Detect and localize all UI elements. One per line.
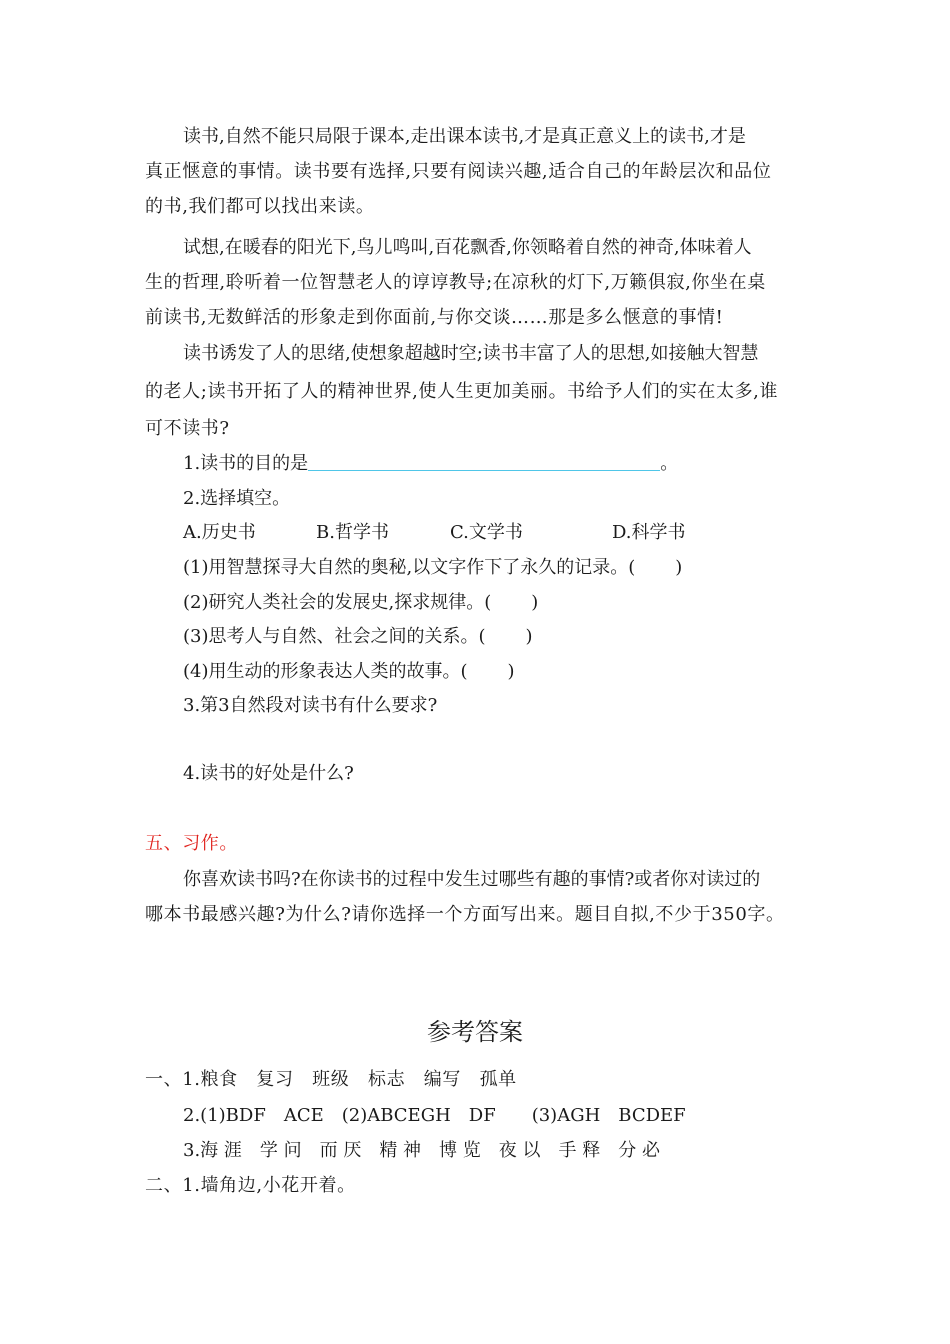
paragraph-3-line-3: 可不读书? bbox=[145, 418, 230, 439]
answer-line-1: 一、1.粮食 复习 班级 标志 编写 孤单 bbox=[145, 1069, 517, 1090]
paragraph-3-line-2: 的老人;读书开拓了人的精神世界,使人生更加美丽。书给予人们的实在太多,谁 bbox=[145, 381, 779, 402]
answer-blank-line[interactable] bbox=[308, 452, 660, 471]
section-5-heading: 五、习作。 bbox=[145, 833, 238, 854]
sub-question-3-text: (3)思考人与自然、社会之间的关系。( bbox=[183, 626, 486, 647]
sub-question-3 bbox=[183, 625, 533, 649]
sub-question-4 bbox=[183, 660, 515, 684]
question-1-suffix: 。 bbox=[660, 453, 679, 474]
option-b: B.哲学书 bbox=[316, 522, 389, 543]
section-5-line-1: 你喜欢读书吗?在你读书的过程中发生过哪些有趣的事情?或者你对读过的 bbox=[183, 869, 761, 890]
sub-question-2 bbox=[183, 591, 538, 615]
paragraph-2-line-1: 试想,在暖春的阳光下,鸟儿鸣叫,百花飘香,你领略着自然的神奇,体味着人 bbox=[183, 237, 752, 258]
sub-question-2-close: ) bbox=[531, 592, 539, 613]
option-d: D.科学书 bbox=[612, 522, 686, 543]
paragraph-3-line-1: 读书诱发了人的思绪,使想象超越时空;读书丰富了人的思想,如接触大智慧 bbox=[183, 343, 759, 364]
paragraph-1-line-2: 真正惬意的事情。读书要有选择,只要有阅读兴趣,适合自己的年龄层次和品位 bbox=[145, 161, 772, 182]
paragraph-1-line-1: 读书,自然不能只局限于课本,走出课本读书,才是真正意义上的读书,才是 bbox=[183, 126, 746, 147]
sub-question-3-close: ) bbox=[525, 626, 533, 647]
sub-question-1 bbox=[183, 556, 682, 580]
sub-question-4-text: (4)用生动的形象表达人类的故事。( bbox=[183, 661, 468, 682]
question-1-prefix: 1.读书的目的是 bbox=[183, 453, 309, 474]
option-c: C.文学书 bbox=[450, 522, 523, 543]
question-2-label: 2.选择填空。 bbox=[183, 488, 291, 509]
sub-question-1-text: (1)用智慧探寻大自然的奥秘,以文字作下了永久的记录。( bbox=[183, 557, 636, 578]
question-3: 3.第3自然段对读书有什么要求? bbox=[183, 695, 438, 716]
paragraph-2-line-3: 前读书,无数鲜活的形象走到你面前,与你交谈……那是多么惬意的事情! bbox=[145, 307, 724, 328]
sub-question-4-close: ) bbox=[507, 661, 515, 682]
answer-line-3: 3.海 涯 学 问 而 厌 精 神 博 览 夜 以 手 释 分 必 bbox=[183, 1140, 660, 1161]
option-a: A.历史书 bbox=[183, 522, 256, 543]
answer-line-4: 二、1.墙角边,小花开着。 bbox=[145, 1175, 356, 1196]
question-1 bbox=[183, 452, 678, 476]
answer-key-title: 参考答案 bbox=[427, 1018, 523, 1046]
sub-question-1-close: ) bbox=[675, 557, 683, 578]
section-5-line-2: 哪本书最感兴趣?为什么?请你选择一个方面写出来。题目自拟,不少于350字。 bbox=[145, 904, 785, 925]
answer-line-2: 2.(1)BDF ACE (2)ABCEGH DF (3)AGH BCDEF bbox=[183, 1105, 686, 1126]
sub-question-2-text: (2)研究人类社会的发展史,探求规律。( bbox=[183, 592, 492, 613]
paragraph-2-line-2: 生的哲理,聆听着一位智慧老人的谆谆教导;在凉秋的灯下,万籁俱寂,你坐在桌 bbox=[145, 272, 766, 293]
paragraph-1-line-3: 的书,我们都可以找出来读。 bbox=[145, 196, 375, 217]
question-4: 4.读书的好处是什么? bbox=[183, 763, 354, 784]
